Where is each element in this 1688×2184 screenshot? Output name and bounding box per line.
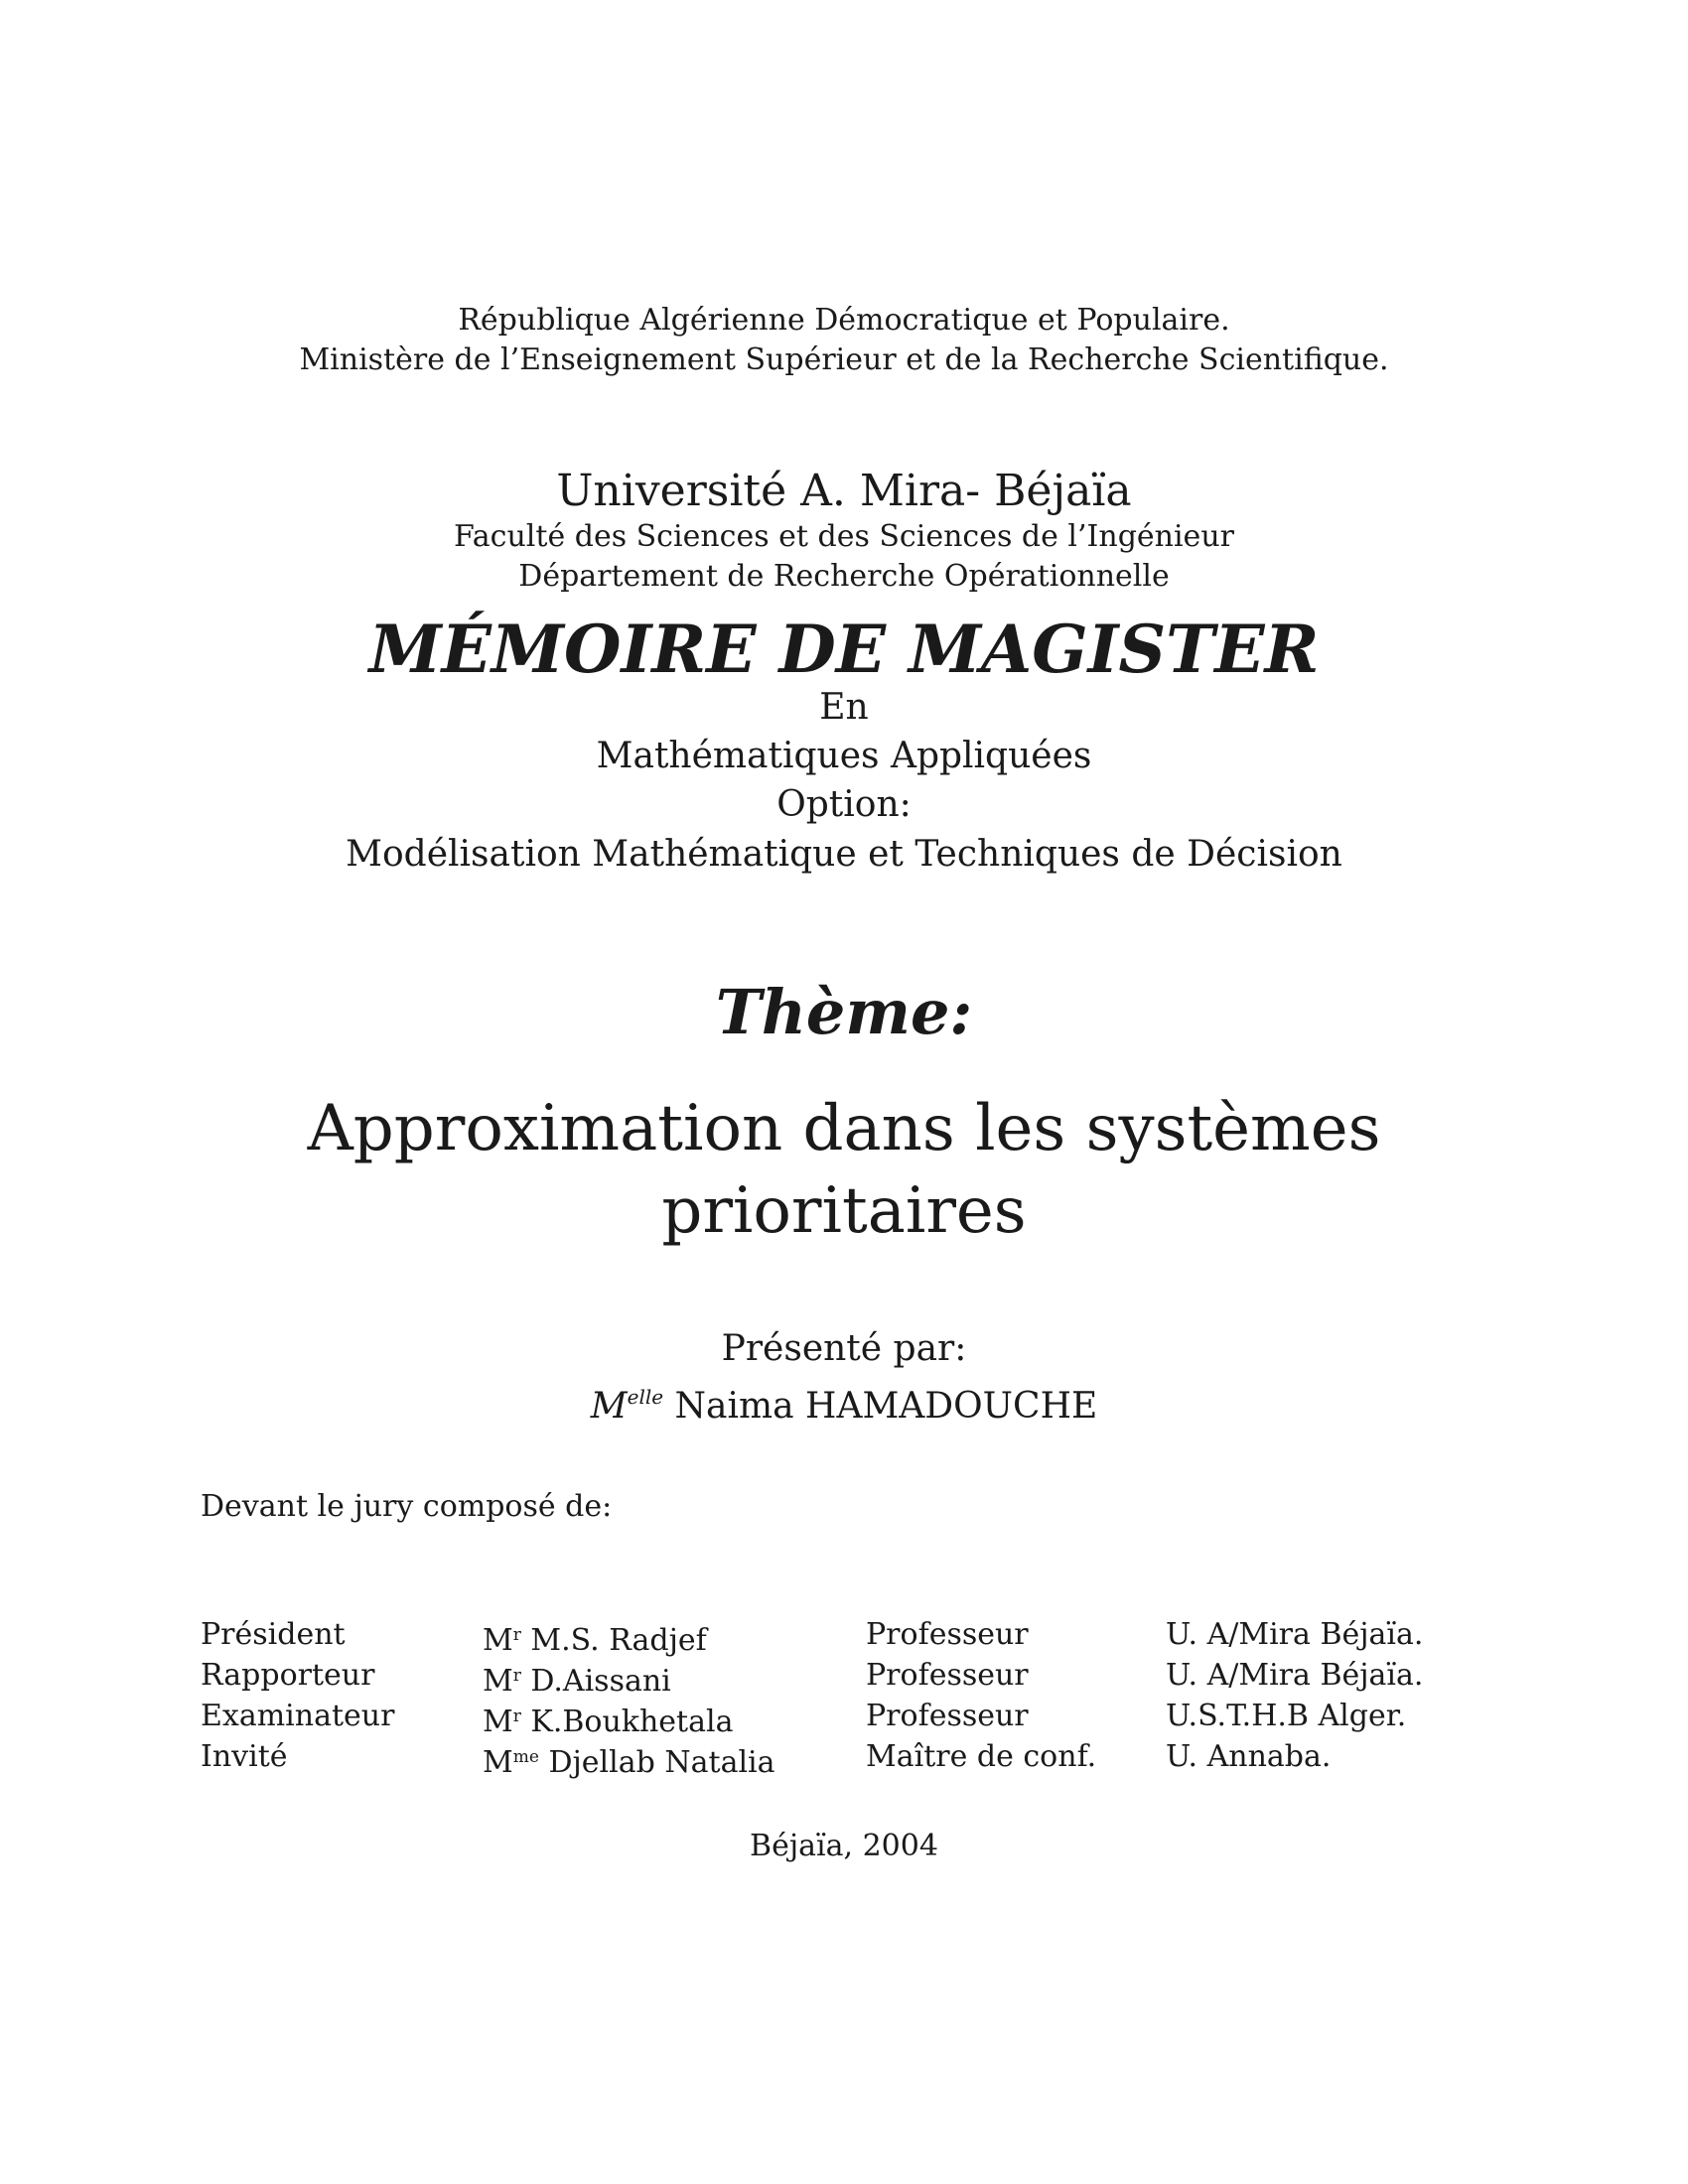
jury-row bbox=[201, 1656, 1491, 1697]
jury-title-sup: me bbox=[512, 1747, 539, 1767]
jury-name: M.S. Radjef bbox=[530, 1623, 707, 1658]
jury-name: K.Boukhetala bbox=[530, 1705, 734, 1739]
jury-name: D.Aissani bbox=[530, 1664, 671, 1699]
jury-institution: U. A/Mira Béjaïa. bbox=[1166, 1658, 1424, 1693]
place-date: Béjaïa, 2004 bbox=[750, 1829, 938, 1863]
jury-member bbox=[483, 1656, 671, 1702]
theme-label: Thème: bbox=[715, 976, 973, 1048]
jury-name: Djellab Natalia bbox=[548, 1745, 775, 1780]
jury-row bbox=[201, 1615, 1491, 1656]
jury-title-sup: r bbox=[512, 1666, 521, 1686]
jury-intro: Devant le jury composé de: bbox=[201, 1489, 613, 1524]
presented-by-label: Présenté par: bbox=[721, 1328, 967, 1369]
degree-en: En bbox=[819, 687, 869, 728]
thesis-title-line1: Approximation dans les systèmes bbox=[307, 1092, 1381, 1165]
jury-institution: U. A/Mira Béjaïa. bbox=[1166, 1617, 1424, 1652]
jury-title-base: M bbox=[483, 1623, 513, 1658]
thesis-title-line2: prioritaires bbox=[661, 1174, 1027, 1248]
jury-institution: U. Annaba. bbox=[1166, 1739, 1332, 1774]
university-name: Université A. Mira- Béjaïa bbox=[556, 466, 1132, 516]
jury-rank: Professeur bbox=[866, 1658, 1029, 1693]
department-name: Département de Recherche Opérationnelle bbox=[518, 559, 1170, 594]
jury-member bbox=[483, 1615, 707, 1661]
ministry-line: Ministère de l’Enseignement Supérieur et de la Recherche Scientifique. bbox=[299, 342, 1389, 377]
author-prefix-base: M bbox=[590, 1386, 628, 1427]
author-prefix-sup: elle bbox=[627, 1385, 664, 1409]
degree-field: Mathématiques Appliquées bbox=[596, 736, 1092, 776]
jury-rank: Maître de conf. bbox=[866, 1739, 1097, 1774]
jury-table bbox=[201, 1615, 1491, 1778]
option-value: Modélisation Mathématique et Techniques de Décision bbox=[346, 834, 1342, 875]
author-line bbox=[0, 1373, 1688, 1431]
jury-title-sup: r bbox=[512, 1625, 521, 1645]
republic-line: République Algérienne Démocratique et Populaire. bbox=[458, 303, 1230, 338]
jury-rank: Professeur bbox=[866, 1699, 1029, 1733]
jury-role: Président bbox=[201, 1617, 346, 1652]
jury-title-base: M bbox=[483, 1705, 513, 1739]
faculty-name: Faculté des Sciences et des Sciences de l’Ingénieur bbox=[454, 519, 1234, 554]
jury-member bbox=[483, 1737, 775, 1783]
jury-role: Examinateur bbox=[201, 1699, 395, 1733]
jury-title-base: M bbox=[483, 1664, 513, 1699]
jury-institution: U.S.T.H.B Alger. bbox=[1166, 1699, 1407, 1733]
jury-title-sup: r bbox=[512, 1706, 521, 1726]
jury-rank: Professeur bbox=[866, 1617, 1029, 1652]
jury-row bbox=[201, 1737, 1491, 1778]
author-prefix bbox=[591, 1386, 663, 1427]
option-label: Option: bbox=[776, 784, 912, 825]
jury-member bbox=[483, 1697, 733, 1742]
jury-title-base: M bbox=[483, 1745, 513, 1780]
jury-row bbox=[201, 1697, 1491, 1737]
jury-role: Invité bbox=[201, 1739, 288, 1774]
author-name: Naima HAMADOUCHE bbox=[674, 1386, 1098, 1427]
jury-role: Rapporteur bbox=[201, 1658, 375, 1693]
degree-title: MÉMOIRE DE MAGISTER bbox=[368, 611, 1320, 688]
